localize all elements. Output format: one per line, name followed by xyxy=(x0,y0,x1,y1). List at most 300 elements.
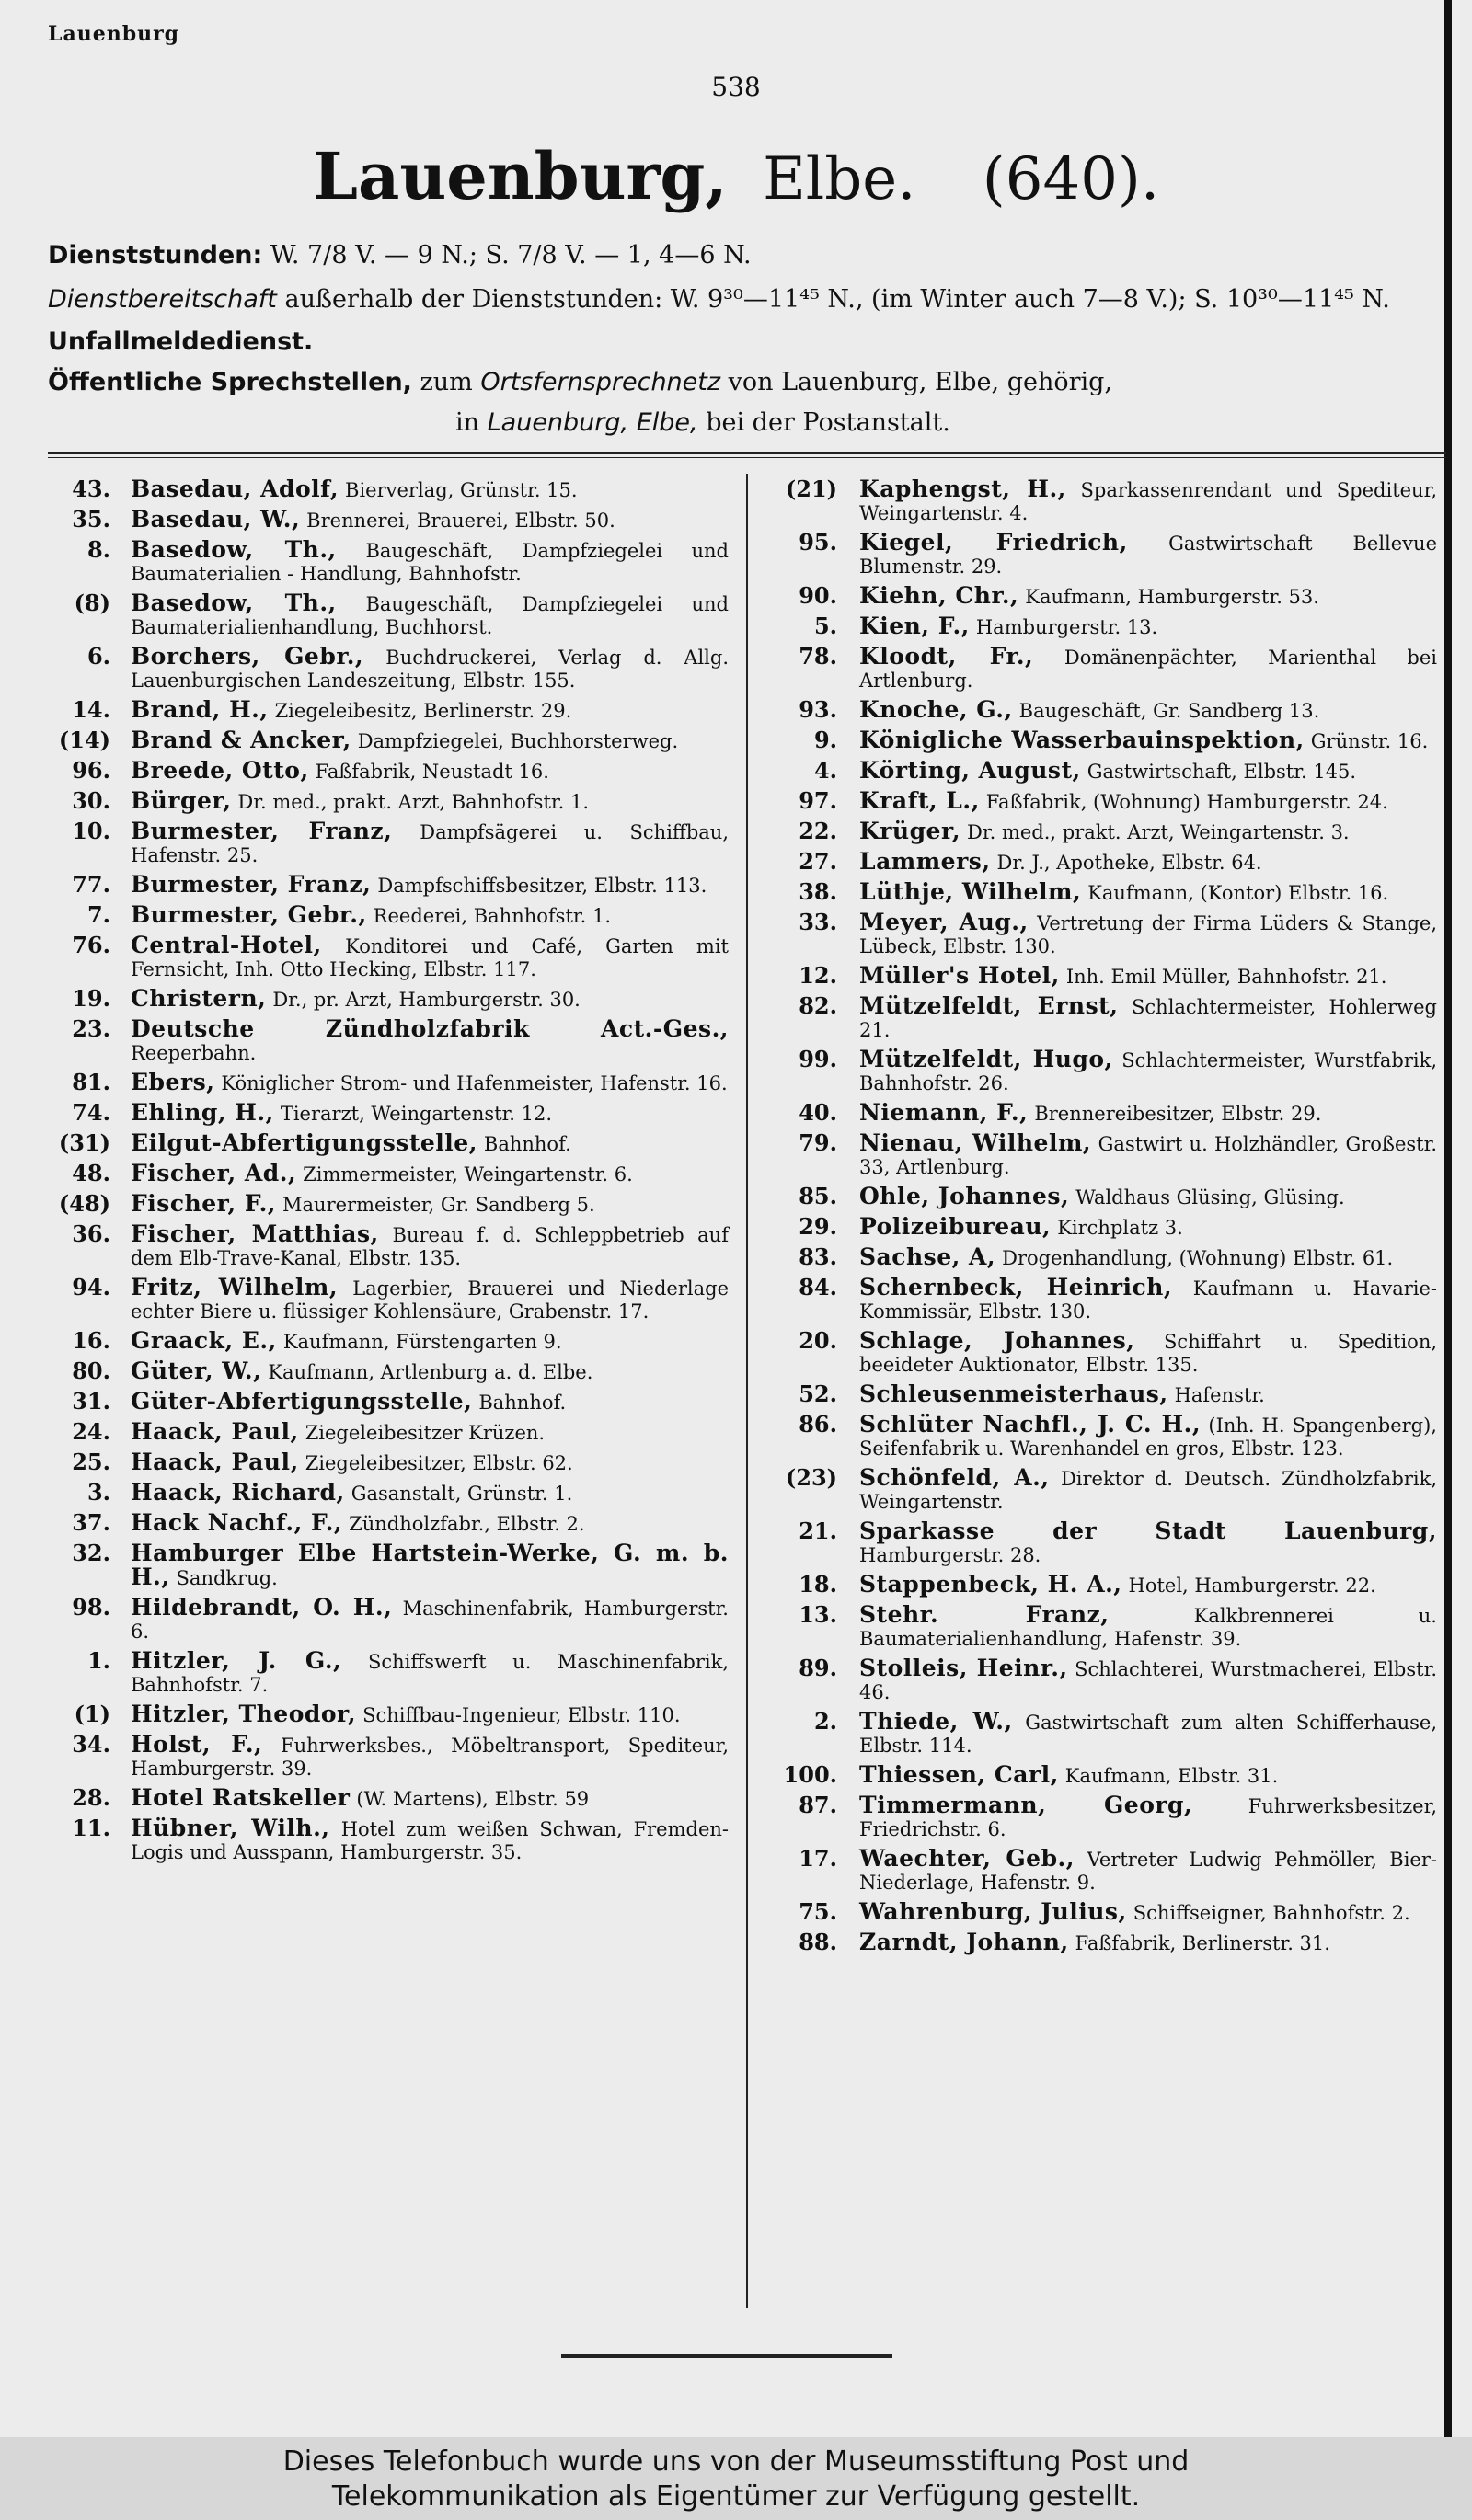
entry-description: Direktor d. Deutsch. Zündholzfabrik, Weingartenstr. xyxy=(859,1468,1437,1513)
info-standby xyxy=(48,285,1446,314)
entry-number: 82. xyxy=(799,992,837,1019)
entry-number: (1) xyxy=(74,1701,110,1727)
footer-note xyxy=(0,2437,1472,2520)
entry-number: (31) xyxy=(58,1129,110,1156)
entry-number: 20. xyxy=(799,1327,837,1354)
entry-number: 96. xyxy=(72,757,110,784)
directory-entry xyxy=(775,1411,1437,1460)
entry-description: Reeperbahn. xyxy=(131,1042,257,1064)
entry-description: Drogenhandlung, (Wohnung) Elbstr. 61. xyxy=(1002,1247,1394,1269)
entry-description: Hafenstr. xyxy=(1174,1384,1265,1406)
entry-description: Kirchplatz 3. xyxy=(1057,1217,1183,1239)
info-service-hours xyxy=(48,241,1446,269)
entry-number: 93. xyxy=(799,696,837,723)
entry-description: Kaufmann, Elbstr. 31. xyxy=(1064,1765,1279,1787)
entry-description: Kaufmann, Artlenburg a. d. Elbe. xyxy=(268,1361,593,1383)
entry-name: Güter-Abfertigungsstelle, xyxy=(131,1388,473,1415)
end-rule xyxy=(561,2354,892,2358)
info-label: Dienststunden: xyxy=(48,241,263,269)
entry-name: Kien, F., xyxy=(859,613,970,639)
directory-entry xyxy=(48,757,729,784)
entry-name: Mützelfeldt, Ernst, xyxy=(859,992,1119,1019)
entry-number: 80. xyxy=(72,1357,110,1384)
entry-description: Dr., pr. Arzt, Hamburgerstr. 30. xyxy=(272,989,581,1011)
entry-description: Dr. med., prakt. Arzt, Weingartenstr. 3. xyxy=(967,821,1350,843)
info-italic: Lauenburg, Elbe, xyxy=(487,408,698,437)
entry-description: Ziegeleibesitzer, Elbstr. 62. xyxy=(305,1452,573,1474)
entry-description: Domänenpächter, Marienthal bei Artlenburg. xyxy=(859,647,1438,692)
directory-entry xyxy=(775,529,1437,578)
entry-number: 19. xyxy=(72,985,110,1012)
info-label: Unfallmeldedienst. xyxy=(48,327,314,356)
directory-entry xyxy=(48,1479,729,1506)
entry-name: Haack, Paul, xyxy=(131,1418,299,1445)
entry-name: Haack, Richard, xyxy=(131,1479,345,1506)
entry-name: Kraft, L., xyxy=(859,787,980,814)
entry-description: Lagerbier, Brauerei und Niederlage echter Biere u. flüssiger Kohlensäure, Grabenstr. 17. xyxy=(131,1277,729,1323)
entry-description: Bahnhof. xyxy=(478,1392,567,1414)
entry-number: 22. xyxy=(799,818,837,844)
entry-description: Dampfziegelei, Buchhorsterweg. xyxy=(357,730,679,752)
directory-entry xyxy=(775,1464,1437,1514)
entry-description: Dampfsägerei u. Schiffbau, Hafenstr. 25. xyxy=(131,821,729,866)
entry-name: Thiessen, Carl, xyxy=(859,1761,1059,1788)
info-text: von Lauenburg, Elbe, gehörig, xyxy=(728,368,1113,396)
entry-name: Burmester, Franz, xyxy=(131,818,393,844)
entry-description: Kaufmann u. Havarie-Kommissär, Elbstr. 130. xyxy=(859,1277,1437,1323)
entry-number: (48) xyxy=(58,1190,110,1217)
entry-number: 11. xyxy=(72,1815,110,1841)
directory-entry xyxy=(48,1190,729,1217)
directory-entry xyxy=(775,1931,1437,1955)
entry-description: Schiffseigner, Bahnhofstr. 2. xyxy=(1133,1902,1410,1924)
entry-number: 27. xyxy=(799,848,837,875)
directory-entry xyxy=(48,1647,729,1697)
entry-description: Gasanstalt, Grünstr. 1. xyxy=(351,1483,573,1505)
info-italic: Ortsfernsprechnetz xyxy=(480,368,721,396)
entry-name: Hitzler, Theodor, xyxy=(131,1701,357,1727)
entry-name: Mützelfeldt, Hugo, xyxy=(859,1046,1113,1072)
entry-number: (21) xyxy=(785,475,837,502)
entry-name: Brand & Ancker, xyxy=(131,727,351,753)
directory-entry xyxy=(775,1129,1437,1179)
entry-name: Nienau, Wilhelm, xyxy=(859,1129,1092,1156)
entry-number: 89. xyxy=(799,1655,837,1681)
directory-entry xyxy=(48,1703,729,1727)
directory-entry xyxy=(775,1601,1437,1651)
directory-entry xyxy=(775,729,1437,753)
entry-number: 34. xyxy=(72,1731,110,1758)
right-column xyxy=(775,475,1438,1962)
entry-number: 32. xyxy=(72,1540,110,1566)
entry-name: Krüger, xyxy=(859,818,961,844)
entry-number: 14. xyxy=(72,696,110,723)
entry-number: 85. xyxy=(799,1183,837,1209)
directory-entry xyxy=(775,1380,1437,1407)
entry-name: Stehr. Franz, xyxy=(859,1601,1110,1628)
entry-number: 78. xyxy=(799,643,837,670)
directory-entry xyxy=(775,615,1437,639)
entry-description: Baugeschäft, Dampfziegelei und Baumaterialien - Handlung, Bahnhofstr. xyxy=(131,540,729,585)
entry-number: 7. xyxy=(86,901,110,928)
entry-number: 88. xyxy=(799,1929,837,1955)
directory-entry xyxy=(775,1183,1437,1209)
directory-entry xyxy=(775,757,1437,784)
entry-name: Lüthje, Wilhelm, xyxy=(859,878,1082,905)
directory-entry xyxy=(48,1357,729,1384)
entry-description: Zimmermeister, Weingartenstr. 6. xyxy=(303,1163,633,1186)
entry-name: Christern, xyxy=(131,985,267,1012)
entry-number: 95. xyxy=(799,529,837,556)
entry-description: Gastwirtschaft, Elbstr. 145. xyxy=(1087,761,1357,783)
entry-number: 18. xyxy=(799,1571,837,1598)
entry-number: 90. xyxy=(799,582,837,609)
directory-entry xyxy=(775,962,1437,989)
directory-entry xyxy=(48,1388,729,1415)
entry-description: Dampfschiffsbesitzer, Elbstr. 113. xyxy=(377,875,707,897)
entry-name: Fischer, F., xyxy=(131,1190,277,1217)
entry-description: Baugeschäft, Dampfziegelei und Baumaterialienhandlung, Buchhorst. xyxy=(131,593,729,638)
entry-name: Breede, Otto, xyxy=(131,757,309,784)
entry-description: Fuhrwerksbes., Möbeltransport, Spediteur, Hamburgerstr. 39. xyxy=(131,1735,730,1780)
entry-number: 16. xyxy=(72,1327,110,1354)
directory-entry xyxy=(48,1099,729,1126)
entry-name: Central-Hotel, xyxy=(131,932,322,958)
entry-name: Basedau, W., xyxy=(131,506,301,533)
entry-name: Basedow, Th., xyxy=(131,590,337,616)
entry-number: 43. xyxy=(72,475,110,502)
entry-name: Körting, August, xyxy=(859,757,1081,784)
entry-description: Ziegeleibesitz, Berlinerstr. 29. xyxy=(274,700,572,722)
directory-entry xyxy=(48,1015,729,1065)
entry-description: Bierverlag, Grünstr. 15. xyxy=(345,479,578,501)
entry-name: Hamburger Elbe Hartstein-Werke, G. m. b. H., xyxy=(131,1540,729,1590)
directory-entry xyxy=(48,592,729,639)
directory-entry xyxy=(48,1071,729,1095)
directory-entry xyxy=(775,696,1437,723)
entry-description: Reederei, Bahnhofstr. 1. xyxy=(373,905,612,927)
entry-description: Schlachterei, Wurstmacherei, Elbstr. 46. xyxy=(859,1658,1438,1703)
entry-description: Vertreter Ludwig Pehmöller, Bier-Niederlage, Hafenstr. 9. xyxy=(859,1849,1437,1894)
directory-entry xyxy=(48,871,729,898)
entry-number: 83. xyxy=(799,1243,837,1270)
entry-number: 35. xyxy=(72,506,110,533)
entry-name: Sachse, A, xyxy=(859,1243,996,1270)
entry-number: 100. xyxy=(783,1761,837,1788)
entry-number: 79. xyxy=(799,1129,837,1156)
entry-description: Konditorei und Café, Garten mit Fernsicht, Inh. Otto Hecking, Elbstr. 117. xyxy=(131,935,729,980)
page-title xyxy=(0,138,1472,214)
entry-number: 30. xyxy=(72,787,110,814)
entry-number: 2. xyxy=(813,1708,837,1735)
directory-entry xyxy=(775,1657,1437,1704)
entry-number: 33. xyxy=(799,909,837,935)
entry-description: Kaufmann, Fürstengarten 9. xyxy=(282,1331,562,1353)
entry-name: Fischer, Ad., xyxy=(131,1160,297,1186)
entry-name: Ehling, H., xyxy=(131,1099,274,1126)
entry-name: Polizeibureau, xyxy=(859,1213,1052,1240)
entry-number: 8. xyxy=(86,536,110,563)
entry-number: 31. xyxy=(72,1388,110,1415)
directory-entry xyxy=(48,1817,729,1864)
entry-name: Schlage, Johannes, xyxy=(859,1327,1135,1354)
entry-description: Gastwirtschaft zum alten Schifferhause, Elbstr. 114. xyxy=(859,1712,1437,1757)
entry-name: Schleusenmeisterhaus, xyxy=(859,1380,1168,1407)
directory-entry xyxy=(48,1509,729,1536)
entry-description: Bureau f. d. Schleppbetrieb auf dem Elb-Trave-Kanal, Elbstr. 135. xyxy=(131,1224,729,1269)
entry-description: Inh. Emil Müller, Bahnhofstr. 21. xyxy=(1065,966,1387,988)
entry-description: Gastwirt u. Holzhändler, Großestr. 33, Artlenburg. xyxy=(859,1133,1437,1178)
directory-entry xyxy=(48,536,729,586)
entry-description: Dr. J., Apotheke, Elbstr. 64. xyxy=(996,852,1262,874)
title-name: Lauenburg, xyxy=(312,138,728,214)
directory-entry xyxy=(48,1451,729,1475)
entry-number: 3. xyxy=(86,1479,110,1506)
entry-number: (8) xyxy=(74,590,110,616)
entry-description: Zündholzfabr., Elbstr. 2. xyxy=(349,1513,585,1535)
entry-description: Schlachtermeister, Wurstfabrik, Bahnhofstr. 26. xyxy=(859,1049,1437,1094)
directory-entry xyxy=(775,1048,1437,1095)
entry-name: Thiede, W., xyxy=(859,1708,1013,1735)
entry-name: Stolleis, Heinr., xyxy=(859,1655,1068,1681)
entry-description: Schiffswerft u. Maschinenfabrik, Bahnhofstr. 7. xyxy=(131,1651,729,1696)
entry-number: 13. xyxy=(799,1601,837,1628)
column-divider xyxy=(746,474,748,2308)
title-code: (640). xyxy=(982,145,1160,213)
directory-entry xyxy=(48,1594,729,1644)
directory-entry xyxy=(48,985,729,1012)
entry-name: Graack, E., xyxy=(131,1327,277,1354)
entry-description: Brennerei, Brauerei, Elbstr. 50. xyxy=(306,510,615,532)
entry-name: Sparkasse der Stadt Lauenburg, xyxy=(859,1518,1437,1544)
entry-number: 76. xyxy=(72,932,110,958)
entry-name: Lammers, xyxy=(859,848,991,875)
entry-number: 29. xyxy=(799,1213,837,1240)
entry-description: Ziegeleibesitzer Krüzen. xyxy=(305,1422,546,1444)
directory-entry xyxy=(48,506,729,533)
directory-entry xyxy=(775,1571,1437,1598)
directory-entry xyxy=(775,1274,1437,1323)
entry-number: (14) xyxy=(58,727,110,753)
entry-number: 9. xyxy=(813,727,837,753)
entry-name: Güter, W., xyxy=(131,1357,262,1384)
entry-name: Fritz, Wilhelm, xyxy=(131,1274,339,1300)
entry-name: Meyer, Aug., xyxy=(859,909,1029,935)
entry-number: 5. xyxy=(813,613,837,639)
directory-entry xyxy=(48,1220,729,1270)
entry-description: Waldhaus Glüsing, Glüsing. xyxy=(1075,1186,1345,1208)
directory-entry xyxy=(775,911,1437,958)
entry-description: Baugeschäft, Gr. Sandberg 13. xyxy=(1018,700,1320,722)
entry-number: 12. xyxy=(799,962,837,989)
entry-description: Schlachtermeister, Hohlerweg 21. xyxy=(859,996,1437,1041)
directory-entry xyxy=(48,1129,729,1156)
directory-entry xyxy=(775,1794,1437,1841)
entry-name: Burmester, Franz, xyxy=(131,871,372,898)
page-number: 538 xyxy=(711,72,761,102)
directory-entry xyxy=(48,643,729,693)
running-head: Lauenburg xyxy=(48,22,180,46)
entry-description: Schiffahrt u. Spedition, beeideter Auktionator, Elbstr. 135. xyxy=(859,1331,1438,1376)
info-text: zum xyxy=(420,368,473,396)
directory-entry xyxy=(48,787,729,814)
info-public-phones xyxy=(48,368,1446,396)
directory-entry xyxy=(48,901,729,928)
entry-number: 98. xyxy=(72,1594,110,1621)
info-label: Öffentliche Sprechstellen, xyxy=(48,368,412,396)
entry-number: 1. xyxy=(86,1647,110,1674)
entry-description: Kalkbrennerei u. Baumaterialienhandlung, Hafenstr. 39. xyxy=(859,1605,1437,1650)
directory-entry xyxy=(775,1845,1437,1895)
directory-entry xyxy=(775,1243,1437,1270)
entry-number: 74. xyxy=(72,1099,110,1126)
directory-entry xyxy=(775,878,1437,905)
directory-entry xyxy=(48,1542,729,1590)
entry-description: Vertretung der Firma Lüders & Stange, Lübeck, Elbstr. 130. xyxy=(859,912,1438,957)
entry-name: Knoche, G., xyxy=(859,696,1013,723)
entry-number: 94. xyxy=(72,1274,110,1300)
entry-name: Holst, F., xyxy=(131,1731,263,1758)
entry-description: Buchdruckerei, Verlag d. Allg. Lauenburgischen Landeszeitung, Elbstr. 155. xyxy=(131,647,729,692)
entry-name: Königliche Wasserbauinspektion, xyxy=(859,727,1305,753)
entry-name: Hildebrandt, O. H., xyxy=(131,1594,393,1621)
entry-number: 17. xyxy=(799,1845,837,1872)
directory-entry xyxy=(775,1099,1437,1126)
entry-name: Kloodt, Fr., xyxy=(859,643,1034,670)
entry-description: Sparkassenrendant und Spediteur, Weingartenstr. 4. xyxy=(859,479,1437,524)
entry-name: Basedau, Adolf, xyxy=(131,475,339,502)
entry-name: Hack Nachf., F., xyxy=(131,1509,343,1536)
entry-description: Hamburgerstr. 13. xyxy=(975,616,1158,638)
entry-description: Schiffbau-Ingenieur, Elbstr. 110. xyxy=(362,1704,681,1726)
entry-description: Kaufmann, (Kontor) Elbstr. 16. xyxy=(1087,882,1389,904)
entry-name: Burmester, Gebr., xyxy=(131,901,367,928)
entry-description: Grünstr. 16. xyxy=(1310,730,1429,752)
directory-entry xyxy=(48,1418,729,1445)
entry-number: 84. xyxy=(799,1274,837,1300)
info-text: bei der Postanstalt. xyxy=(706,408,950,437)
left-column xyxy=(48,475,730,1871)
entry-number: 25. xyxy=(72,1449,110,1475)
entry-description: Königlicher Strom- und Hafenmeister, Hafenstr. 16. xyxy=(221,1072,728,1094)
entry-description: Fuhrwerksbesitzer, Friedrichstr. 6. xyxy=(859,1795,1437,1840)
entry-number: 6. xyxy=(86,643,110,670)
directory-entry xyxy=(775,582,1437,609)
entry-name: Borchers, Gebr., xyxy=(131,643,364,670)
page-edge-shadow xyxy=(1444,0,1452,2437)
directory-entry xyxy=(775,1898,1437,1925)
entry-number: 87. xyxy=(799,1792,837,1818)
entry-number: 81. xyxy=(72,1069,110,1095)
entry-name: Niemann, F., xyxy=(859,1099,1029,1126)
entry-description: Hotel, Hamburgerstr. 22. xyxy=(1128,1575,1376,1597)
directory-entry xyxy=(775,1708,1437,1758)
entry-number: 4. xyxy=(813,757,837,784)
entry-name: Zarndt, Johann, xyxy=(859,1929,1069,1955)
entry-name: Timmermann, Georg, xyxy=(859,1792,1193,1818)
entry-number: 36. xyxy=(72,1220,110,1247)
info-text: in xyxy=(455,408,480,437)
entry-number: 86. xyxy=(799,1411,837,1438)
info-label: Dienstbereitschaft xyxy=(48,285,277,314)
directory-entry xyxy=(775,787,1437,814)
entry-name: Stappenbeck, H. A., xyxy=(859,1571,1122,1598)
entry-number: 23. xyxy=(72,1015,110,1042)
entry-name: Schlüter Nachfl., J. C. H., xyxy=(859,1411,1202,1438)
entry-number: 28. xyxy=(72,1784,110,1811)
directory-entry xyxy=(48,1784,729,1811)
entry-description: Kaufmann, Hamburgerstr. 53. xyxy=(1025,586,1319,608)
entry-number: (23) xyxy=(785,1464,837,1491)
entry-description: Gastwirtschaft Bellevue Blumenstr. 29. xyxy=(859,533,1437,578)
entry-name: Fischer, Matthias, xyxy=(131,1220,379,1247)
entry-number: 48. xyxy=(72,1160,110,1186)
entry-name: Kiegel, Friedrich, xyxy=(859,529,1128,556)
directory-entry xyxy=(775,1761,1437,1788)
title-sub: Elbe. xyxy=(763,145,916,213)
directory-entry xyxy=(48,729,729,753)
entry-number: 38. xyxy=(799,878,837,905)
directory-entry xyxy=(775,1520,1437,1567)
footer-line: Telekommunikation als Eigentümer zur Verfügung gestellt. xyxy=(331,2480,1141,2513)
entry-name: Kiehn, Chr., xyxy=(859,582,1019,609)
entry-number: 37. xyxy=(72,1509,110,1536)
entry-name: Basedow, Th., xyxy=(131,536,337,563)
directory-entry xyxy=(775,1213,1437,1240)
entry-name: Brand, H., xyxy=(131,696,269,723)
directory-entry xyxy=(775,848,1437,875)
entry-number: 24. xyxy=(72,1418,110,1445)
header-rule-thin xyxy=(48,457,1446,458)
entry-number: 40. xyxy=(799,1099,837,1126)
entry-name: Deutsche Zündholzfabrik Act.-Ges., xyxy=(131,1015,729,1042)
directory-entry xyxy=(48,820,729,867)
entry-description: Dr. med., prakt. Arzt, Bahnhofstr. 1. xyxy=(237,791,590,813)
directory-entry xyxy=(48,1274,729,1323)
directory-entry xyxy=(775,820,1437,844)
info-public-phones-location xyxy=(455,408,1283,437)
entry-description: Faßfabrik, Berlinerstr. 31. xyxy=(1075,1932,1330,1954)
entry-name: Eilgut-Abfertigungsstelle, xyxy=(131,1129,477,1156)
entry-number: 97. xyxy=(799,787,837,814)
entry-name: Kaphengst, H., xyxy=(859,475,1066,502)
entry-name: Bürger, xyxy=(131,787,232,814)
directory-entry xyxy=(775,475,1437,525)
entry-number: 75. xyxy=(799,1898,837,1925)
entry-name: Ebers, xyxy=(131,1069,215,1095)
entry-number: 21. xyxy=(799,1518,837,1544)
directory-entry xyxy=(48,1327,729,1354)
entry-description: Tierarzt, Weingartenstr. 12. xyxy=(280,1103,553,1125)
entry-name: Ohle, Johannes, xyxy=(859,1183,1070,1209)
entry-description: (Inh. H. Spangenberg), Seifenfabrik u. Warenhandel en gros, Elbstr. 123. xyxy=(859,1415,1437,1460)
footer-line: Dieses Telefonbuch wurde uns von der Museumsstiftung Post und xyxy=(282,2446,1190,2478)
entry-name: Hitzler, J. G., xyxy=(131,1647,342,1674)
entry-number: 52. xyxy=(799,1380,837,1407)
entry-name: Hotel Ratskeller xyxy=(131,1784,351,1811)
entry-description: Hamburgerstr. 28. xyxy=(859,1544,1041,1566)
entry-name: Waechter, Geb., xyxy=(859,1845,1075,1872)
directory-entry xyxy=(775,992,1437,1042)
entry-description: Maschinenfabrik, Hamburgerstr. 6. xyxy=(131,1598,729,1643)
info-text: W. 7/8 V. — 9 N.; S. 7/8 V. — 1, 4—6 N. xyxy=(270,241,752,269)
entry-name: Haack, Paul, xyxy=(131,1449,299,1475)
entry-description: Maurermeister, Gr. Sandberg 5. xyxy=(282,1194,595,1216)
entry-name: Müller's Hotel, xyxy=(859,962,1060,989)
entry-description: (W. Martens), Elbstr. 59 xyxy=(356,1788,590,1810)
info-accident-service xyxy=(48,327,1446,356)
entry-name: Schönfeld, A., xyxy=(859,1464,1050,1491)
